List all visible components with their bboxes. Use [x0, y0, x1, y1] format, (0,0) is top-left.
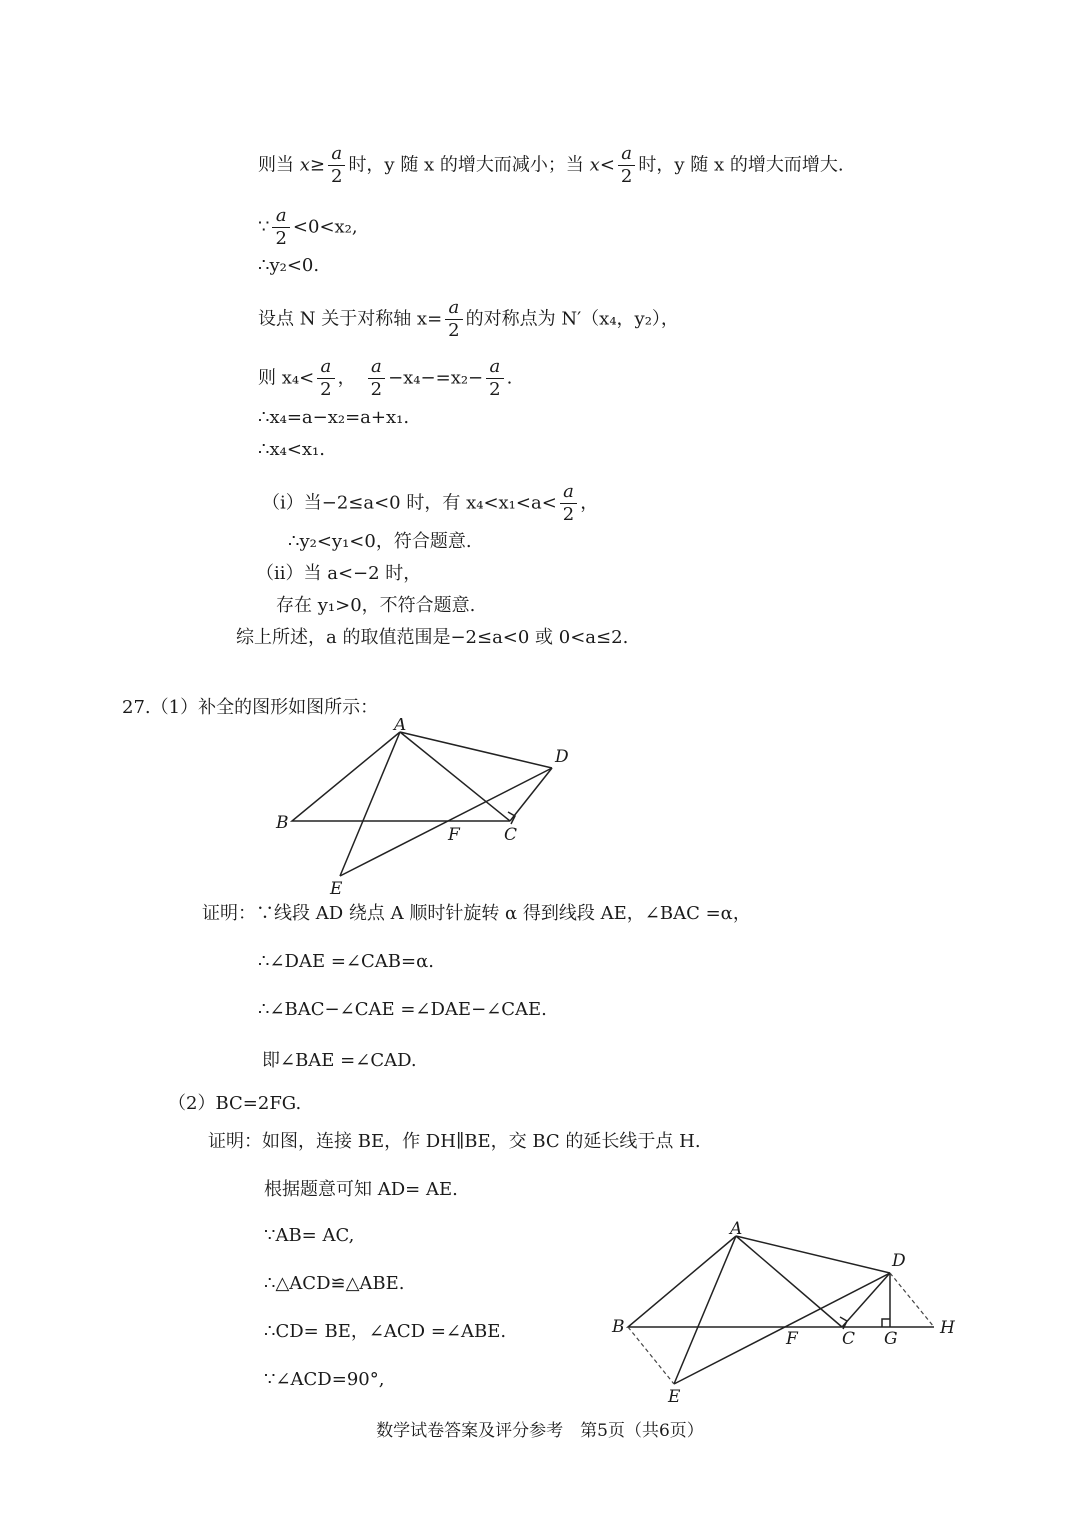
text: 时，y 随 x 的增大而减小；当: [348, 154, 584, 176]
label-d: D: [555, 747, 569, 767]
text: −x₄−=x₂−: [388, 367, 484, 389]
text: （i）当−2≤a<0 时，有 x₄<x₁<a<: [262, 492, 557, 514]
text: 则当: [258, 154, 294, 176]
label-e: E: [668, 1387, 681, 1407]
line-12: 综上所述，a 的取值范围是−2≤a<0 或 0<a≤2.: [236, 627, 629, 648]
text: 的对称点为 N′（x₄，y₂），: [465, 308, 679, 330]
line-2: ∵ $\frac{a}{2}$ <0<x₂,: [258, 205, 358, 249]
line-23: ∴CD= BE，∠ACD =∠ABE.: [264, 1321, 507, 1342]
label-g: G: [884, 1329, 898, 1349]
text: 则 x₄<: [258, 367, 315, 389]
label-e: E: [330, 879, 343, 898]
text: 时，y 随 x 的增大而增大.: [638, 154, 844, 176]
fraction: $\frac{a}{2}$: [618, 143, 635, 188]
page-footer: 数学试卷答案及评分参考 第5页（共6页）: [376, 1421, 704, 1441]
fraction: $\frac{a}{2}$: [445, 297, 462, 342]
fraction: $\frac{a}{2}$: [328, 143, 345, 188]
line-8: （i）当−2≤a<0 时，有 x₄<x₁<a< $\frac{a}{2}$ ，: [262, 481, 599, 525]
text: <0<x₂,: [292, 216, 358, 238]
label-f: F: [448, 825, 460, 845]
line-15: ∴∠DAE =∠CAB=α.: [258, 951, 434, 972]
line-18: （2）BC=2FG.: [168, 1093, 302, 1114]
problem-27-heading: 27.（1）补全的图形如图所示：: [122, 697, 379, 718]
line-11: 存在 y₁>0，不符合题意.: [276, 595, 476, 616]
line-1: 则当 x≥ $\frac{a}{2}$ 时，y 随 x 的增大而减小；当 x< $\frac{a}{2}$ 时，y 随 x 的增大而增大.: [258, 143, 844, 187]
label-a: A: [394, 718, 407, 735]
line-24: ∵∠ACD=90°,: [264, 1369, 385, 1390]
fraction: $\frac{a}{2}$: [368, 356, 385, 401]
line-3: ∴y₂<0.: [258, 255, 320, 276]
line-7: ∴x₄<x₁.: [258, 439, 325, 460]
fraction: $\frac{a}{2}$: [272, 205, 289, 250]
line-22: ∴△ACD≌△ABE.: [264, 1273, 405, 1294]
line-19: 证明：如图，连接 BE，作 DH∥BE，交 BC 的延长线于点 H.: [208, 1131, 701, 1152]
label-c: C: [504, 825, 518, 845]
label-b: B: [612, 1317, 625, 1337]
label-d: D: [892, 1251, 906, 1271]
label-h: H: [940, 1318, 955, 1338]
label-c: C: [842, 1329, 856, 1349]
geometry-figure-1: [272, 718, 572, 898]
line-10: （ii）当 a<−2 时，: [256, 563, 422, 584]
line-4: [258, 297, 679, 342]
line-21: ∵AB= AC,: [264, 1225, 355, 1246]
text: 设点 N 关于对称轴 x=: [258, 308, 443, 330]
line-16: ∴∠BAC−∠CAE =∠DAE−∠CAE.: [258, 999, 547, 1020]
geometry-figure-2: [606, 1218, 966, 1408]
line-9: ∴y₂<y₁<0，符合题意.: [288, 531, 472, 552]
fraction: $\frac{a}{2}$: [317, 356, 334, 401]
fraction: $\frac{a}{2}$: [560, 481, 577, 526]
label-a: A: [730, 1219, 743, 1239]
line-20: 根据题意可知 AD= AE.: [264, 1179, 458, 1200]
line-5: 则 x₄< $\frac{a}{2}$ ， $\frac{a}{2}$ −x₄−=x₂− $\frac{a}{2}$ .: [258, 356, 513, 400]
label-b: B: [276, 813, 289, 833]
fraction: $\frac{a}{2}$: [486, 356, 503, 401]
line-6: ∴x₄=a−x₂=a+x₁.: [258, 407, 410, 428]
line-14: 证明：∵线段 AD 绕点 A 顺时针旋转 α 得到线段 AE，∠BAC =α，: [202, 903, 751, 924]
line-17: 即∠BAE =∠CAD.: [262, 1050, 417, 1071]
label-f: F: [786, 1329, 798, 1349]
